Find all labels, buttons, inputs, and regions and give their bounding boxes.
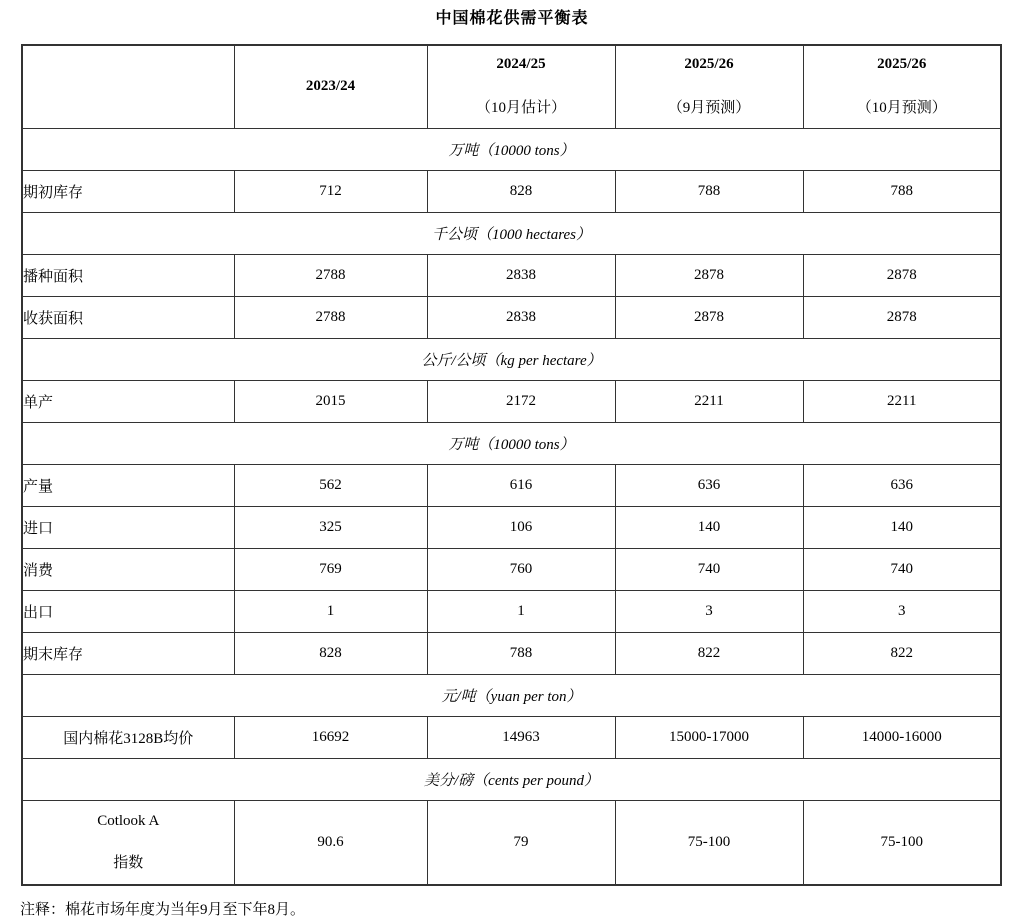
table-row-harvested-area [22, 296, 1001, 338]
header-cell-2023-24 [234, 45, 427, 128]
section-row [22, 212, 1001, 254]
row-label [22, 800, 234, 885]
header-cell-2024-25 [427, 45, 615, 128]
value-cell: 828 [234, 632, 427, 674]
cotton-balance-table [21, 44, 1002, 886]
value-cell: 79 [427, 800, 615, 885]
table-row-planted-area [22, 254, 1001, 296]
value-cell: 140 [615, 506, 803, 548]
table-row-ending-stocks [22, 632, 1001, 674]
value-cell: 760 [427, 548, 615, 590]
value-cell: 2878 [615, 254, 803, 296]
row-label: 进口 [22, 506, 234, 548]
value-cell: 822 [615, 632, 803, 674]
value-cell: 2172 [427, 380, 615, 422]
row-label: 播种面积 [22, 254, 234, 296]
section-row [22, 758, 1001, 800]
table-row-consumption [22, 548, 1001, 590]
header-year: 2024/25 [496, 56, 546, 73]
value-cell: 14000-16000 [803, 716, 1001, 758]
row-label: 出口 [22, 590, 234, 632]
value-cell: 1 [234, 590, 427, 632]
section-row [22, 338, 1001, 380]
value-cell: 2788 [234, 254, 427, 296]
header-note: （10月预测） [856, 100, 947, 117]
row-label: 期末库存 [22, 632, 234, 674]
header-year: 2025/26 [877, 56, 927, 73]
value-cell: 788 [615, 170, 803, 212]
value-cell: 2838 [427, 254, 615, 296]
header-corner-cell [22, 45, 234, 128]
section-label-unit-kg-per-hectare: 公斤/公顷（kg per hectare） [22, 338, 1001, 380]
value-cell: 90.6 [234, 800, 427, 885]
section-label-unit-yuan-per-ton: 元/吨（yuan per ton） [22, 674, 1001, 716]
row-label: 国内棉花3128B均价 [22, 716, 234, 758]
value-cell: 2211 [803, 380, 1001, 422]
section-label-unit-hectares: 千公顷（1000 hectares） [22, 212, 1001, 254]
value-cell: 2015 [234, 380, 427, 422]
table-row-imports [22, 506, 1001, 548]
value-cell: 3 [803, 590, 1001, 632]
page-title: 中国棉花供需平衡表 [435, 10, 589, 27]
row-label-line2: 指数 [113, 854, 144, 871]
header-cell-2025-26-sep [615, 45, 803, 128]
value-cell: 2878 [803, 296, 1001, 338]
value-cell: 822 [803, 632, 1001, 674]
value-cell: 788 [803, 170, 1001, 212]
value-cell: 15000-17000 [615, 716, 803, 758]
value-cell: 2211 [615, 380, 803, 422]
value-cell: 106 [427, 506, 615, 548]
value-cell: 616 [427, 464, 615, 506]
value-cell: 14963 [427, 716, 615, 758]
value-cell: 828 [427, 170, 615, 212]
value-cell: 3 [615, 590, 803, 632]
row-label: 期初库存 [22, 170, 234, 212]
value-cell: 712 [234, 170, 427, 212]
value-cell: 636 [803, 464, 1001, 506]
value-cell: 769 [234, 548, 427, 590]
header-cell-2025-26-oct [803, 45, 1001, 128]
value-cell: 140 [803, 506, 1001, 548]
table-row-exports [22, 590, 1001, 632]
section-label-unit-cents-per-pound: 美分/磅（cents per pound） [22, 758, 1001, 800]
table-row-cotlook-a-index [22, 800, 1001, 885]
value-cell: 2878 [803, 254, 1001, 296]
header-note: （9月预测） [667, 100, 751, 117]
value-cell: 740 [803, 548, 1001, 590]
value-cell: 740 [615, 548, 803, 590]
table-row-production [22, 464, 1001, 506]
row-label: 产量 [22, 464, 234, 506]
table-row-yield [22, 380, 1001, 422]
header-note: （10月估计） [475, 100, 566, 117]
value-cell: 325 [234, 506, 427, 548]
value-cell: 75-100 [803, 800, 1001, 885]
value-cell: 1 [427, 590, 615, 632]
row-label: 消费 [22, 548, 234, 590]
value-cell: 75-100 [615, 800, 803, 885]
section-label-unit-tons-2: 万吨（10000 tons） [22, 422, 1001, 464]
table-row-domestic-3128b-price [22, 716, 1001, 758]
section-label-unit-tons: 万吨（10000 tons） [22, 128, 1001, 170]
header-year: 2025/26 [684, 56, 734, 73]
row-label: 单产 [22, 380, 234, 422]
value-cell: 2878 [615, 296, 803, 338]
header-year: 2023/24 [305, 78, 356, 95]
section-row [22, 128, 1001, 170]
value-cell: 562 [234, 464, 427, 506]
section-row [22, 422, 1001, 464]
section-row [22, 674, 1001, 716]
footnote: 注释：棉花市场年度为当年9月至下年8月。 [20, 902, 306, 918]
value-cell: 2838 [427, 296, 615, 338]
value-cell: 788 [427, 632, 615, 674]
value-cell: 636 [615, 464, 803, 506]
row-label-line1: Cotlook A [97, 812, 160, 829]
table-header-row [22, 45, 1001, 128]
value-cell: 16692 [234, 716, 427, 758]
value-cell: 2788 [234, 296, 427, 338]
table-row-beginning-stocks [22, 170, 1001, 212]
row-label: 收获面积 [22, 296, 234, 338]
